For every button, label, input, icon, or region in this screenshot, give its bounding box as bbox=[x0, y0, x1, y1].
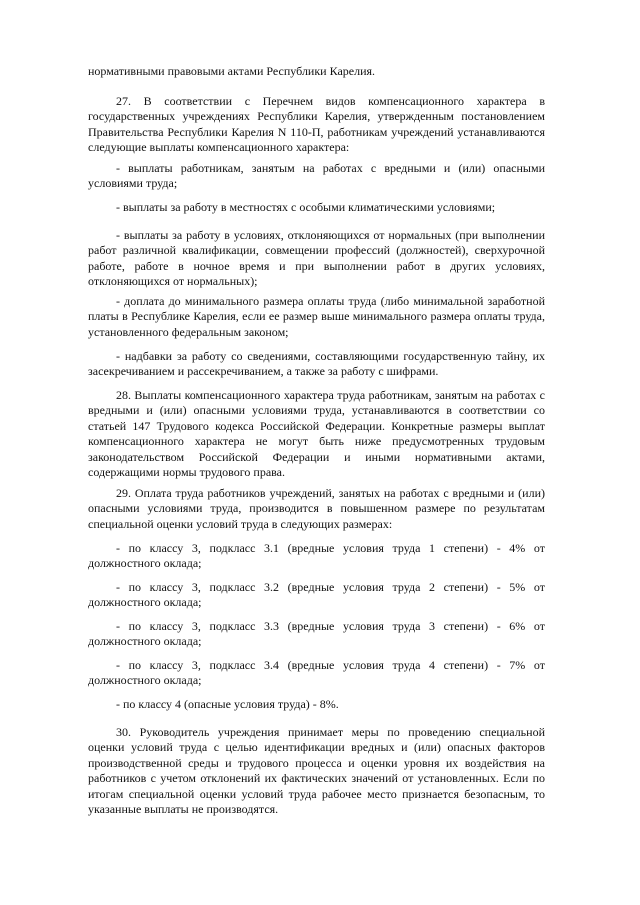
paragraph-29: 29. Оплата труда работников учреждений, занятых на работах с вредными и (или) опасными условиями труда, производится в повышенном размере по результатам специальной оценки условий труда в следующих размерах: bbox=[88, 486, 545, 531]
list-item-abnormal-conditions: - выплаты за работу в условиях, отклоняющихся от нормальных (при выполнении работ различной квалификации, совмещении профессий (должностей), сверхурочной работе, работе в ночное время и при выполнении работ в других условиях, отклоняющихся от нормальных); bbox=[88, 228, 545, 289]
paragraph-28: 28. Выплаты компенсационного характера труда работникам, занятым на работах с вредными и (или) опасными условиями труда, устанавливаются в соответствии со статьей 147 Трудового кодекса Российской Федерации. Конкретные размеры выплат компенсационного характера не могут быть ниже предусмотренных трудовым законодательством Российской Федерации и иными нормативными актами, содержащими нормы трудового права. bbox=[88, 388, 545, 480]
list-item-state-secret: - надбавки за работу со сведениями, составляющими государственную тайну, их засекречиванием и рассекречиванием, а также за работу с шифрами. bbox=[88, 349, 545, 379]
list-item-climatic-conditions: - выплаты за работу в местностях с особыми климатическими условиями; bbox=[116, 200, 496, 214]
list-item-class-3-4: - по классу 3, подкласс 3.4 (вредные условия труда 4 степени) - 7% от должностного оклада; bbox=[88, 658, 545, 688]
list-item-minimum-wage: - доплата до минимального размера оплаты труда (либо минимальной заработной платы в Республике Карелия, если ее размер выше минимального размера оплаты труда, установленного федеральным законом; bbox=[88, 294, 545, 339]
paragraph-30: 30. Руководитель учреждения принимает меры по проведению специальной оценки условий труда с целью идентификации вредных и (или) опасных факторов производственной среды и трудового процесса и оценки уровня их воздействия на работников с учетом отклонений их фактических значений от установленных. Если по итогам специальной оценки условий труда рабочее место признается безопасным, то указанные выплаты не производятся. bbox=[88, 725, 545, 817]
list-item-class-4: - по классу 4 (опасные условия труда) - 8%. bbox=[116, 697, 339, 711]
list-item-class-3-3: - по классу 3, подкласс 3.3 (вредные условия труда 3 степени) - 6% от должностного оклада; bbox=[88, 619, 545, 649]
list-item-class-3-1: - по классу 3, подкласс 3.1 (вредные условия труда 1 степени) - 4% от должностного оклада; bbox=[88, 541, 545, 571]
paragraph-27: 27. В соответствии с Перечнем видов компенсационного характера в государственных учреждениях Республики Карелия, утвержденным постановлением Правительства Республики Карелия N 110-П, работникам учреждений устанавливаются следующие выплаты компенсационного характера: bbox=[88, 94, 545, 155]
paragraph-continuation: нормативными правовыми актами Республики Карелия. bbox=[88, 64, 376, 78]
list-item-harmful-conditions: - выплаты работникам, занятым на работах с вредными и (или) опасными условиями труда; bbox=[88, 161, 545, 191]
list-item-class-3-2: - по классу 3, подкласс 3.2 (вредные условия труда 2 степени) - 5% от должностного оклада; bbox=[88, 580, 545, 610]
